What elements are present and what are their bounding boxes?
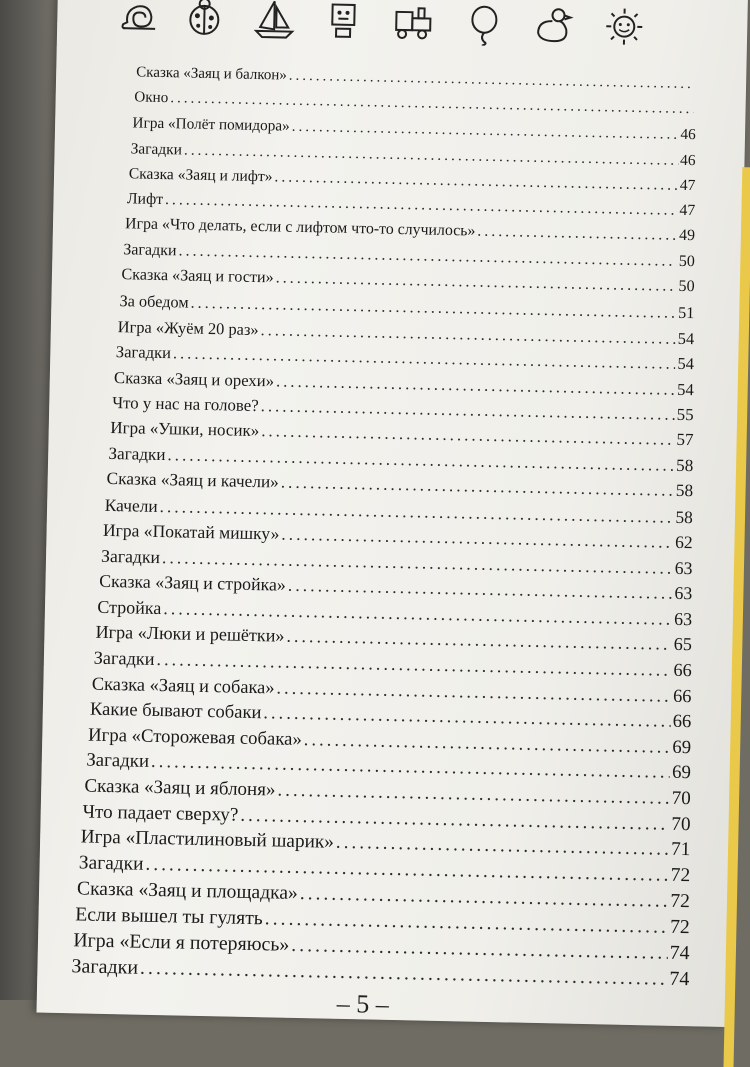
toc-entry-page: 72 — [670, 864, 691, 887]
toc-entry-title: Какие бывают собаки — [89, 698, 262, 724]
toc-entry-title: Загадки — [108, 443, 166, 464]
toc-entry-page: 74 — [669, 942, 690, 965]
toc-leader-dots — [170, 90, 694, 118]
toc-entry-page: 51 — [677, 303, 695, 323]
duck-icon — [532, 3, 577, 48]
toc-entry-title: Сказка «Заяц и лифт» — [128, 165, 273, 186]
toc-entry-title: Игра «Полёт помидора» — [132, 114, 290, 136]
toc-leader-dots — [276, 677, 671, 706]
sailboat-icon — [252, 0, 297, 42]
toc-leader-dots — [288, 575, 673, 604]
toc-leader-dots — [261, 396, 675, 425]
toc-entry-title: Сказка «Заяц и яблоня» — [84, 775, 276, 801]
toc-leader-dots — [276, 371, 675, 399]
toc-entry-title: Игра «Ушки, носик» — [110, 418, 260, 441]
toc-entry-title: Загадки — [93, 647, 155, 669]
toc-leader-dots — [190, 293, 676, 323]
toc-entry-title: Стройка — [97, 596, 162, 618]
toc-entry-title: Загадки — [115, 342, 172, 363]
toc-entry-title: Лифт — [126, 190, 164, 209]
toc-entry-title: Качели — [104, 494, 158, 516]
toc-entry-page: 70 — [671, 813, 691, 835]
toc-entry-title: Загадки — [123, 240, 177, 260]
toc-entry-page: 55 — [676, 404, 694, 425]
toc-entry-page: 46 — [679, 151, 696, 169]
toc-entry-page: 46 — [680, 126, 696, 144]
toc-leader-dots — [184, 141, 679, 169]
toc-entry-title: Игра «Покатай мишку» — [102, 520, 280, 544]
toc-entry-title: Что у нас на голове? — [112, 392, 259, 416]
robot-icon — [322, 0, 367, 43]
toc-entry-title: Сказка «Заяц и орехи» — [113, 367, 275, 390]
toc-leader-dots — [477, 223, 677, 245]
toc-entry-page: 72 — [670, 890, 691, 912]
toc-entry-page: 54 — [677, 328, 695, 348]
toc-entry-title: Игра «Сторожевая собака» — [87, 724, 303, 750]
toc-entry-page: 57 — [676, 430, 694, 450]
toc-leader-dots — [275, 270, 676, 296]
toc-entry-title: Сказка «Заяц и собака» — [91, 673, 275, 697]
toc-entry-page: 69 — [672, 736, 692, 758]
toc-entry-title: Игра «Если я потеряюсь» — [73, 929, 290, 957]
toc-entry-page: 72 — [669, 916, 690, 939]
snail-icon — [117, 0, 162, 39]
toc-entry-page: 58 — [675, 506, 694, 527]
toc-entry-title: Игра «Что делать, если с лифтом что-то случилось» — [124, 215, 476, 241]
toc-entry-title: Сказка «Заяц и балкон» — [136, 64, 288, 84]
toc-entry-title: Загадки — [86, 749, 150, 773]
toc-entry-page: 58 — [675, 455, 694, 476]
toc-leader-dots — [274, 168, 678, 194]
sun-icon — [602, 4, 647, 49]
toc-entry-page: 74 — [669, 967, 690, 991]
toc-entry-title: Игра «Пластилиновый шарик» — [80, 826, 335, 854]
toc-entry-title: Сказка «Заяц и гости» — [121, 266, 274, 287]
toc-entry — [121, 266, 695, 296]
toc-leader-dots — [286, 626, 672, 655]
toc-leader-dots — [304, 729, 671, 759]
page-number: – 5 – — [336, 988, 390, 1019]
toc-entry-title: Если вышел ты гулять — [74, 903, 264, 930]
toc-entry-page: 47 — [679, 202, 696, 220]
toc-leader-dots — [173, 343, 676, 374]
toc-leader-dots — [261, 422, 675, 451]
toc-entry-title: Игра «Люки и решётки» — [95, 622, 285, 647]
toc-entry-page: 62 — [674, 532, 693, 553]
toc-entry — [132, 115, 696, 145]
toc-entry-title: Сказка «Заяц и стройка» — [99, 571, 287, 595]
book-page — [37, 0, 748, 1027]
toc-entry-title: Что падает сверху? — [82, 801, 239, 826]
toc-entry — [123, 241, 695, 271]
toc-entry — [130, 140, 695, 170]
toc-leader-dots — [292, 118, 679, 144]
toc-entry-title: За обедом — [119, 291, 189, 313]
toc-entry-page: 63 — [674, 583, 693, 604]
toc-entry-page: 50 — [678, 277, 695, 296]
toc-entry — [134, 90, 696, 119]
toc-leader-dots — [165, 191, 678, 220]
toc-entry-page: 63 — [674, 557, 693, 578]
toc-entry-title: Сказка «Заяц и качели» — [106, 469, 280, 492]
toc-entry-page: 49 — [678, 227, 696, 245]
toc-leader-dots — [167, 445, 674, 476]
toc-entry-page: 69 — [671, 762, 692, 784]
toc-entry — [127, 190, 696, 220]
toc-leader-dots — [300, 883, 669, 913]
toc-entry-title: Загадки — [78, 852, 144, 875]
toc-entry-page: 58 — [675, 481, 694, 501]
toc-leader-dots — [281, 473, 674, 501]
toc-entry-page: 54 — [677, 354, 695, 374]
train-icon — [392, 0, 437, 45]
toc-entry-page: 54 — [676, 379, 695, 399]
toc-entry-page: 65 — [673, 634, 693, 655]
book-cover-edge — [724, 167, 750, 1067]
toc-entry-page: 71 — [670, 839, 691, 861]
toc-entry-title: Окно — [134, 89, 169, 107]
toc-entry-title: Сказка «Заяц и площадка» — [76, 878, 299, 904]
toc-entry-title: Игра «Жуём 20 раз» — [117, 316, 259, 339]
toc-entry-title: Загадки — [71, 955, 139, 979]
toc-leader-dots — [260, 320, 676, 349]
toc-entry-page: 47 — [679, 176, 696, 195]
toc-entry — [129, 165, 696, 195]
toc-entry-title: Загадки — [130, 140, 183, 159]
toc-entry-page: 70 — [671, 787, 691, 810]
toc-leader-dots — [178, 242, 677, 270]
toc-entry-page: 66 — [673, 659, 692, 681]
toc-entry-page: 63 — [673, 608, 693, 629]
toc-entry-page: 66 — [672, 685, 692, 706]
toc-entry-title: Загадки — [100, 545, 161, 567]
toc-leader-dots — [277, 780, 670, 810]
toc-leader-dots — [281, 524, 673, 553]
balloon-icon — [462, 1, 507, 46]
toc-entry-page: 50 — [678, 252, 695, 270]
toc-entry-page: 66 — [672, 710, 692, 733]
ladybug-icon — [182, 0, 227, 40]
toc-entry — [125, 216, 695, 246]
toc-leader-dots — [336, 832, 670, 861]
